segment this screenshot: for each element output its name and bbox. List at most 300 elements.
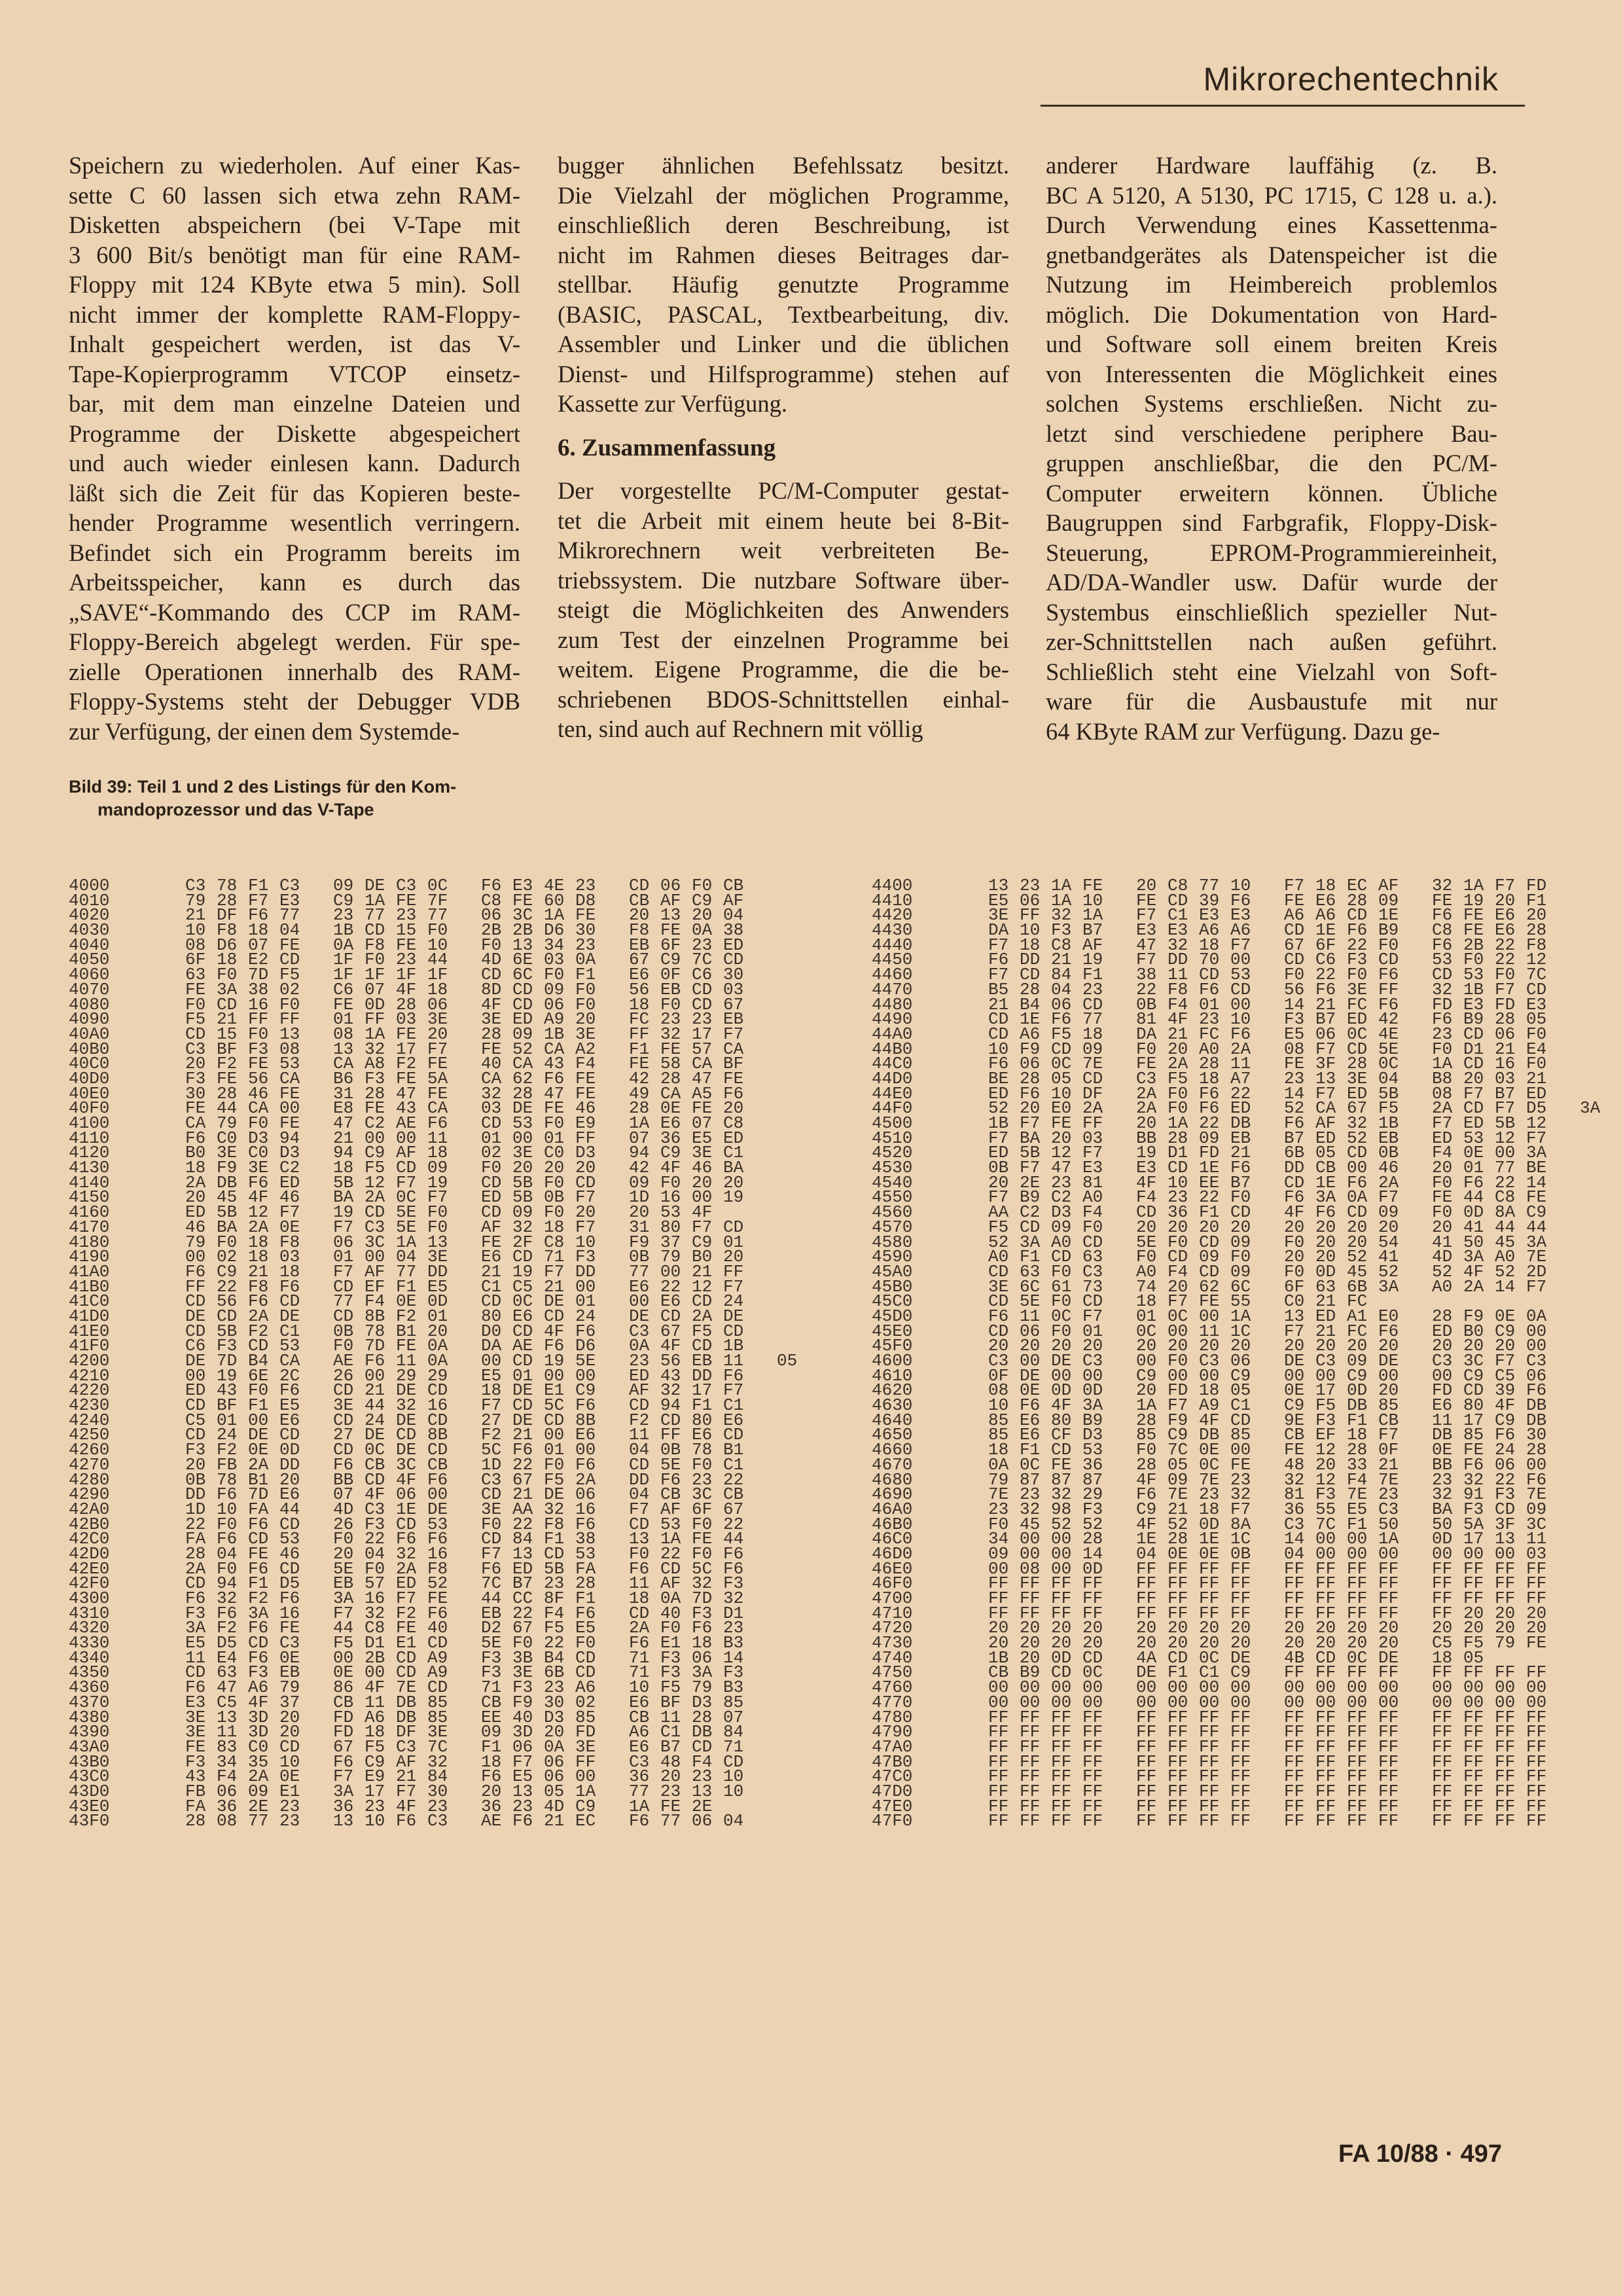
- text-line: anderer Hardware lauffähig (z. B.: [1046, 152, 1497, 179]
- listing-address: 46C0: [872, 1529, 913, 1549]
- listing-bytes: CD 63 F3 EB 0E 00 CD A9 F3 3E 6B CD 71 F3 3A F3: [185, 1662, 744, 1683]
- text-line: Dienst- und Hilfsprogramme) stehen auf: [558, 360, 1009, 387]
- hex-listing-part-1: [69, 878, 808, 1829]
- listing-address: 42F0: [69, 1573, 110, 1594]
- listing-bytes: 18 F1 CD 53 F0 7C 0E 00 FE 12 28 0F 0E FE 24 28: [988, 1440, 1547, 1460]
- listing-address: 41A0: [69, 1261, 110, 1282]
- listing-address: 42C0: [69, 1529, 110, 1549]
- listing-address: 47D0: [872, 1781, 913, 1801]
- listing-bytes: 79 87 87 87 4F 09 7E 23 32 12 F4 7E 23 32 22 F6: [988, 1469, 1547, 1490]
- text-column-1: [69, 151, 520, 746]
- listing-bytes: FE 83 C0 CD 67 F5 C3 7C F1 06 0A 3E E6 B7 CD 71: [185, 1736, 744, 1757]
- listing-address: 4610: [872, 1365, 913, 1386]
- listing-bytes: 21 B4 06 CD 0B F4 01 00 14 21 FC F6 FD E3 FD E3: [988, 994, 1547, 1014]
- listing-address: 47F0: [872, 1811, 913, 1831]
- listing-address: 4310: [69, 1603, 110, 1623]
- text-line: Kassette zur Verfügung.: [558, 390, 788, 417]
- listing-bytes: 46 BA 2A 0E F7 C3 5E F0 AF 32 18 F7 31 80 F7 CD: [185, 1217, 744, 1237]
- text-line: ten, sind auch auf Rechnern mit völlig: [558, 715, 923, 742]
- listing-row: [69, 1811, 808, 1831]
- listing-bytes: DE CD 2A DE CD 8B F2 01 80 E6 CD 24 DE CD 2A DE: [185, 1306, 744, 1326]
- listing-address: 4080: [69, 994, 110, 1014]
- listing-bytes: 00 08 00 0D FF FF FF FF FF FF FF FF FF FF FF FF: [988, 1558, 1547, 1579]
- listing-address: 4440: [872, 935, 913, 955]
- listing-address: 4260: [69, 1440, 110, 1460]
- listing-bytes: 63 F0 7D F5 1F 1F 1F 1F CD 6C F0 F1 E6 0F C6 30: [185, 965, 744, 985]
- listing-address: 4050: [69, 950, 110, 970]
- listing-bytes: CD BF F1 E5 3E 44 32 16 F7 CD 5C F6 CD 94 F1 C1: [185, 1395, 744, 1416]
- listing-bytes: FF FF FF FF FF FF FF FF FF FF FF FF FF FF FF FF: [988, 1767, 1547, 1787]
- listing-bytes: FE 3A 38 02 C6 07 4F 18 8D CD 09 F0 56 EB CD 03: [185, 979, 744, 999]
- text-line: und Software soll einem breiten Kreis: [1046, 331, 1497, 357]
- listing-bytes: 43 F4 2A 0E F7 E9 21 84 F6 E5 06 00 36 20 23 10: [185, 1767, 744, 1787]
- text-line: Arbeitsspeicher, kann es durch das: [69, 569, 520, 596]
- text-line: nicht im Rahmen dieses Beitrages dar-: [558, 241, 1009, 268]
- listing-address: 4270: [69, 1454, 110, 1475]
- listing-bytes: 2A DB F6 ED 5B 12 F7 19 CD 5B F0 CD 09 F0 20 20: [185, 1172, 744, 1193]
- listing-bytes: FE 44 CA 00 E8 FE 43 CA 03 DE FE 46 28 0E FE 20: [185, 1098, 744, 1119]
- listing-address: 4660: [872, 1440, 913, 1460]
- listing-address: 4370: [69, 1692, 110, 1712]
- issue-label: FA 10/88: [1338, 2140, 1438, 2168]
- listing-address: 4410: [872, 890, 913, 910]
- listing-bytes: DA 10 F3 B7 E3 E3 A6 A6 CD 1E F6 B9 C8 FE E6 28: [988, 920, 1547, 941]
- listing-bytes: 6F 18 E2 CD 1F F0 23 44 4D 6E 03 0A 67 C9 7C CD: [185, 950, 744, 970]
- listing-bytes: 20 F2 FE 53 CA A8 F2 FE 40 CA 43 F4 FE 58 CA BF: [185, 1054, 744, 1074]
- listing-address: 4300: [69, 1588, 110, 1608]
- listing-bytes: F7 18 C8 AF 47 32 18 F7 67 6F 22 F0 F6 2B 22 F8: [988, 935, 1547, 955]
- text-line: Programme der Diskette abgespeichert: [69, 420, 520, 447]
- listing-address: 4320: [69, 1618, 110, 1638]
- listing-address: 4510: [872, 1128, 913, 1148]
- listing-address: 43A0: [69, 1736, 110, 1757]
- text-line: Computer erweitern können. Übliche: [1046, 479, 1497, 507]
- text-line: hender Programme wesentlich verringern.: [69, 509, 520, 536]
- listing-address: 40F0: [69, 1098, 110, 1119]
- listing-bytes: 00 00 00 00 00 00 00 00 00 00 00 00 00 00 00 00: [988, 1677, 1547, 1698]
- listing-address: 4380: [69, 1707, 110, 1727]
- page-footer: [1338, 2140, 1502, 2168]
- listing-address: 41D0: [69, 1306, 110, 1326]
- listing-bytes: ED F6 10 DF 2A F0 F6 22 14 F7 ED 5B 08 F7 B7 ED: [988, 1083, 1547, 1103]
- text-line: (BASIC, PASCAL, Textbearbeitung, div.: [558, 300, 1009, 328]
- listing-address: 4620: [872, 1380, 913, 1401]
- listing-address: 4220: [69, 1380, 110, 1401]
- listing-address: 4090: [69, 1009, 110, 1030]
- listing-address: 45C0: [872, 1291, 913, 1312]
- text-line: zur Verfügung, der einen dem Systemde-: [69, 717, 460, 745]
- text-line: Disketten abspeichern (bei V-Tape mit: [69, 211, 520, 238]
- listing-address: 4490: [872, 1009, 913, 1030]
- listing-bytes: 85 E6 80 B9 28 F9 4F CD 9E F3 F1 CB 11 17 C9 DB: [988, 1410, 1547, 1430]
- listing-bytes: 3A F2 F6 FE 44 C8 FE 40 D2 67 F5 E5 2A F0 F6 23: [185, 1618, 744, 1638]
- listing-address: 4000: [69, 876, 110, 895]
- listing-address: 44C0: [872, 1054, 913, 1074]
- listing-address: 41E0: [69, 1321, 110, 1341]
- listing-bytes: 00 00 00 00 00 00 00 00 00 00 00 00 00 00 00 00: [988, 1692, 1547, 1712]
- listing-bytes: B5 28 04 23 22 F8 F6 CD 56 F6 3E FF 32 1B F7 CD: [988, 979, 1547, 999]
- listing-address: 4770: [872, 1692, 913, 1712]
- listing-bytes: C3 00 DE C3 00 F0 C3 06 DE C3 09 DE C3 3C F7 C3: [988, 1351, 1547, 1371]
- text-line: nicht immer der komplette RAM-Floppy-: [69, 300, 520, 328]
- listing-bytes: CB B9 CD 0C DE F1 C1 C9 FF FF FF FF FF FF FF FF: [988, 1662, 1547, 1683]
- listing-bytes: 09 00 00 14 04 0E 0E 0B 04 00 00 00 00 00 00 03: [988, 1543, 1547, 1564]
- listing-address: 4020: [69, 905, 110, 925]
- listing-address: 42A0: [69, 1499, 110, 1519]
- text-line: BC A 5120, A 5130, PC 1715, C 128 u. a.).: [1046, 181, 1497, 209]
- text-line: Inhalt gespeichert werden, ist das V-: [69, 331, 520, 357]
- listing-bytes: 30 28 46 FE 31 28 47 FE 32 28 47 FE 49 CA A5 F6: [185, 1083, 744, 1103]
- listing-address: 4330: [69, 1633, 110, 1653]
- listing-bytes: 18 F9 3E C2 18 F5 CD 09 F0 20 20 20 42 4F 46 BA: [185, 1158, 744, 1178]
- listing-address: 4350: [69, 1662, 110, 1683]
- listing-address: 4180: [69, 1232, 110, 1252]
- listing-address: 4360: [69, 1677, 110, 1698]
- listing-bytes: B0 3E C0 D3 94 C9 AF 18 02 3E C0 D3 94 C9 3E C1: [185, 1143, 744, 1163]
- listing-address: 4500: [872, 1113, 913, 1133]
- listing-bytes: CD 15 F0 13 08 1A FE 20 28 09 1B 3E FF 32 17 F7: [185, 1024, 744, 1044]
- listing-address: 46D0: [872, 1543, 913, 1564]
- text-line: Baugruppen sind Farbgrafik, Floppy-Disk-: [1046, 509, 1497, 536]
- text-line: 64 KByte RAM zur Verfügung. Dazu ge-: [1046, 717, 1440, 745]
- listing-address: 44F0: [872, 1098, 913, 1119]
- listing-bytes: 7E 23 32 29 F6 7E 23 32 81 F3 7E 23 32 91 F3 7E: [988, 1484, 1547, 1505]
- listing-bytes: 0F DE 00 00 C9 00 00 C9 00 00 C9 00 00 C9 C5 06: [988, 1365, 1547, 1386]
- listing-address: 4160: [69, 1202, 110, 1223]
- listing-address: 4060: [69, 965, 110, 985]
- listing-address: 41C0: [69, 1291, 110, 1312]
- listing-address: 4290: [69, 1484, 110, 1505]
- listing-address: 4280: [69, 1469, 110, 1490]
- listing-bytes: 1D 10 FA 44 4D C3 1E DE 3E AA 32 16 F7 AF 6F 67: [185, 1499, 744, 1519]
- listing-bytes: FF FF FF FF FF FF FF FF FF FF FF FF FF FF FF FF: [988, 1707, 1547, 1727]
- listing-address: 45D0: [872, 1306, 913, 1326]
- text-line: stellbar. Häufig genutzte Programme: [558, 271, 1009, 298]
- listing-bytes: 08 D6 07 FE 0A F8 FE 10 F0 13 34 23 EB 6F 23 ED: [185, 935, 744, 955]
- listing-address: 44A0: [872, 1024, 913, 1044]
- text-line: zer-Schnittstellen nach außen geführt.: [1046, 628, 1497, 655]
- text-line: Speichern zu wiederholen. Auf einer Kas-: [69, 152, 520, 179]
- text-line: 3 600 Bit/s benötigt man für eine RAM-: [69, 241, 520, 268]
- listing-bytes: FB 06 09 E1 3A 17 F7 30 20 13 05 1A 77 23 13 10: [185, 1781, 744, 1801]
- listing-bytes: F7 B9 C2 A0 F4 23 22 F0 F6 3A 0A F7 FE 44 C8 FE: [988, 1187, 1547, 1208]
- listing-address: 4530: [872, 1158, 913, 1178]
- listing-bytes: F0 45 52 52 4F 52 0D 8A C3 7C F1 50 50 5A 3F 3C: [988, 1514, 1547, 1534]
- listing-bytes: CD 63 F0 C3 A0 F4 CD 09 F0 0D 45 52 52 4F 52 2D: [988, 1261, 1547, 1282]
- listing-address: 4140: [69, 1172, 110, 1193]
- text-line: bugger ähnlichen Befehlssatz besitzt.: [558, 152, 1009, 179]
- text-line: Die Vielzahl der möglichen Programme,: [558, 181, 1009, 209]
- listing-bytes: F3 F2 0E 0D CD 0C DE CD 5C F6 01 00 04 0B 78 B1: [185, 1440, 744, 1460]
- text-line: Steuerung, EPROM-Programmiereinheit,: [1046, 539, 1497, 566]
- hex-listing-part-2: [872, 878, 1611, 1829]
- listing-bytes: ED 5B 12 F7 19 CD 5E F0 CD 09 F0 20 20 53 4F: [185, 1202, 713, 1223]
- column-2-paragraph-2: [558, 476, 1009, 744]
- caption-line-1: Bild 39: Teil 1 und 2 des Listings für den Kom-: [69, 777, 457, 797]
- text-line: von Interessenten die Möglichkeit eines: [1046, 360, 1497, 387]
- listing-bytes: F6 06 0C 7E FE 2A 28 11 FE 3F 28 0C 1A CD 16 F0: [988, 1054, 1547, 1074]
- listing-address: 4130: [69, 1158, 110, 1178]
- listing-bytes: 23 32 98 F3 C9 21 18 F7 36 55 E5 C3 BA F3 CD 09: [988, 1499, 1547, 1519]
- listing-bytes: F6 C9 21 18 F7 AF 77 DD 21 19 F7 DD 77 00 21 FF: [185, 1261, 744, 1282]
- listing-address: 42E0: [69, 1558, 110, 1579]
- listing-bytes: 20 2E 23 81 4F 10 EE B7 CD 1E F6 2A F0 F6 22 14: [988, 1172, 1547, 1193]
- listing-bytes: C3 78 F1 C3 09 DE C3 0C F6 E3 4E 23 CD 06 F0 CB: [185, 876, 744, 895]
- text-line: schriebenen BDOS-Schnittstellen einhal-: [558, 685, 1009, 713]
- listing-address: 47E0: [872, 1796, 913, 1816]
- text-line: weitem. Eigene Programme, die die be-: [558, 656, 1009, 683]
- text-line: sette C 60 lassen sich etwa zehn RAM-: [69, 181, 520, 209]
- listing-address: 4430: [872, 920, 913, 941]
- listing-bytes: 3E 13 3D 20 FD A6 DB 85 EE 40 D3 85 CB 11 28 07: [185, 1707, 744, 1727]
- listing-address: 45A0: [872, 1261, 913, 1282]
- caption-line-2: mandoprozessor und das V-Tape: [98, 800, 374, 819]
- listing-address: 41F0: [69, 1336, 110, 1356]
- text-column-2: [558, 151, 1009, 744]
- listing-address: 46B0: [872, 1514, 913, 1534]
- listing-bytes: DD F6 7D E6 07 4F 06 00 CD 21 DE 06 04 CB 3C CB: [185, 1484, 744, 1505]
- text-line: tet die Arbeit mit einem heute bei 8-Bit-: [558, 507, 1009, 534]
- listing-address: 4690: [872, 1484, 913, 1505]
- listing-address: 4730: [872, 1633, 913, 1653]
- listing-bytes: 28 04 FE 46 20 04 32 16 F7 13 CD 53 F0 22 F0 F6: [185, 1543, 744, 1564]
- listing-address: 45B0: [872, 1276, 913, 1297]
- listing-address: 4670: [872, 1454, 913, 1475]
- listing-address: 4590: [872, 1247, 913, 1267]
- listing-address: 44E0: [872, 1083, 913, 1103]
- listing-address: 4250: [69, 1425, 110, 1445]
- listing-address: 4720: [872, 1618, 913, 1638]
- header-rule: [1041, 105, 1525, 107]
- listing-bytes: 79 F0 18 F8 06 3C 1A 13 FE 2F C8 10 F9 37 C9 01: [185, 1232, 744, 1252]
- listing-bytes: 13 23 1A FE 20 C8 77 10 F7 18 EC AF 32 1A F7 FD: [988, 876, 1547, 895]
- listing-address: 4740: [872, 1647, 913, 1668]
- text-line: Nutzung im Heimbereich problemlos: [1046, 271, 1497, 298]
- listing-bytes: 28 08 77 23 13 10 F6 C3 AE F6 21 EC F6 77 06 04: [185, 1811, 744, 1831]
- listing-bytes: E5 06 1A 10 FE CD 39 F6 FE E6 28 09 FE 19 20 F1: [988, 890, 1547, 910]
- listing-bytes: E3 C5 4F 37 CB 11 DB 85 CB F9 30 02 E6 BF D3 85: [185, 1692, 744, 1712]
- listing-address: 43C0: [69, 1767, 110, 1787]
- text-line: triebssystem. Die nutzbare Software über-: [558, 566, 1009, 594]
- text-line: möglich. Die Dokumentation von Hard-: [1046, 300, 1497, 328]
- listing-address: 43D0: [69, 1781, 110, 1801]
- listing-bytes: 52 20 E0 2A 2A F0 F6 ED 52 CA 67 F5 2A CD F7 D5 3A: [988, 1098, 1601, 1119]
- listing-bytes: FF FF FF FF FF FF FF FF FF FF FF FF FF FF FF FF: [988, 1722, 1547, 1742]
- listing-address: 44B0: [872, 1039, 913, 1059]
- listing-bytes: FA 36 2E 23 36 23 4F 23 36 23 4D C9 1A FE 2E: [185, 1796, 713, 1816]
- listing-address: 4450: [872, 950, 913, 970]
- listing-bytes: F6 DD 21 19 F7 DD 70 00 CD C6 F3 CD 53 F0 22 12: [988, 950, 1547, 970]
- listing-bytes: CD 1E F6 77 81 4F 23 10 F3 B7 ED 42 F6 B9 28 05: [988, 1009, 1547, 1030]
- listing-bytes: 0A 0C FE 36 28 05 0C FE 48 20 33 21 BB F6 06 00: [988, 1454, 1547, 1475]
- listing-address: 45E0: [872, 1321, 913, 1341]
- listing-bytes: 34 00 00 28 1E 28 1E 1C 14 00 00 1A 0D 17 13 11: [988, 1529, 1547, 1549]
- listing-row: [872, 1811, 1611, 1831]
- footer-separator: ·: [1445, 2140, 1454, 2168]
- listing-address: 45F0: [872, 1336, 913, 1356]
- listing-bytes: 20 20 20 20 20 20 20 20 20 20 20 20 C5 F5 79 FE: [988, 1633, 1547, 1653]
- listing-bytes: FF FF FF FF FF FF FF FF FF FF FF FF FF 20 20 20: [988, 1603, 1547, 1623]
- listing-bytes: 00 19 6E 2C 26 00 29 29 E5 01 00 00 ED 43 DD F6: [185, 1365, 744, 1386]
- listing-bytes: CD 56 F6 CD 77 F4 0E 0D CD 0C DE 01 00 E6 CD 24: [185, 1291, 744, 1312]
- text-line: letzt sind verschiedene periphere Bau-: [1046, 420, 1497, 447]
- listing-address: 4170: [69, 1217, 110, 1237]
- listing-bytes: 3E 11 3D 20 FD 18 DF 3E 09 3D 20 FD A6 C1 DB 84: [185, 1722, 744, 1742]
- listing-bytes: FF 22 F8 F6 CD EF F1 E5 C1 C5 21 00 E6 22 12 F7: [185, 1276, 744, 1297]
- text-line: Floppy-Bereich abgelegt werden. Für spe-: [69, 628, 520, 655]
- listing-bytes: F3 F6 3A 16 F7 32 F2 F6 EB 22 F4 F6 CD 40 F3 D1: [185, 1603, 744, 1623]
- listing-address: 4630: [872, 1395, 913, 1416]
- listing-address: 4070: [69, 979, 110, 999]
- listing-bytes: CD 5E F0 CD 18 F7 FE 55 C0 21 FC: [988, 1291, 1368, 1312]
- listing-address: 4230: [69, 1395, 110, 1416]
- listing-bytes: C6 F3 CD 53 F0 7D FE 0A DA AE F6 D6 0A 4F CD 1B: [185, 1336, 744, 1356]
- listing-address: 4420: [872, 905, 913, 925]
- listing-address: 47A0: [872, 1736, 913, 1757]
- listing-bytes: 20 20 20 20 20 20 20 20 20 20 20 20 20 20 20 20: [988, 1618, 1547, 1638]
- listing-address: 4240: [69, 1410, 110, 1430]
- listing-bytes: F6 32 F2 F6 3A 16 F7 FE 44 CC 8F F1 18 0A 7D 32: [185, 1588, 744, 1608]
- listing-address: 4580: [872, 1232, 913, 1252]
- listing-bytes: 21 DF F6 77 23 77 23 77 06 3C 1A FE 20 13 20 04: [185, 905, 744, 925]
- listing-bytes: CD 94 F1 D5 EB 57 ED 52 7C B7 23 28 11 AF 32 F3: [185, 1573, 744, 1594]
- listing-bytes: F7 BA 20 03 BB 28 09 EB B7 ED 52 EB ED 53 12 F7: [988, 1128, 1547, 1148]
- listing-bytes: 20 FB 2A DD F6 CB 3C CB 1D 22 F0 F6 CD 5E F0 C1: [185, 1454, 744, 1475]
- listing-bytes: F6 11 0C F7 01 0C 00 1A 13 ED A1 E0 28 F9 0E 0A: [988, 1306, 1547, 1326]
- listing-address: 40E0: [69, 1083, 110, 1103]
- listing-bytes: 00 02 18 03 01 00 04 3E E6 CD 71 F3 0B 79 B0 20: [185, 1247, 744, 1267]
- text-line: Mikrorechnern weit verbreiteten Be-: [558, 537, 1009, 564]
- text-line: zum Test der einzelnen Programme bei: [558, 626, 1009, 653]
- figure-caption: [69, 776, 540, 821]
- listing-address: 4640: [872, 1410, 913, 1430]
- listing-address: 4120: [69, 1143, 110, 1163]
- listing-bytes: FF FF FF FF FF FF FF FF FF FF FF FF FF FF FF FF: [988, 1751, 1547, 1772]
- listing-address: 4750: [872, 1662, 913, 1683]
- listing-address: 4790: [872, 1722, 913, 1742]
- text-line: zielle Operationen innerhalb des RAM-: [69, 658, 520, 685]
- text-line: Assembler und Linker und die üblichen: [558, 331, 1009, 357]
- listing-bytes: 10 F9 CD 09 F0 20 A0 2A 08 F7 CD 5E F0 D1 21 E4: [988, 1039, 1547, 1059]
- listing-bytes: 22 F0 F6 CD 26 F3 CD 53 F0 22 F8 F6 CD 53 F0 22: [185, 1514, 744, 1534]
- text-line: und auch wieder einlesen kann. Dadurch: [69, 450, 520, 476]
- listing-address: 40C0: [69, 1054, 110, 1074]
- listing-address: 4190: [69, 1247, 110, 1267]
- text-line: Durch Verwendung eines Kassettenma-: [1046, 211, 1497, 238]
- listing-bytes: CD A6 F5 18 DA 21 FC F6 E5 06 0C 4E 23 CD 06 F0: [988, 1024, 1547, 1044]
- text-line: solchen Systems erschließen. Nicht zu-: [1046, 390, 1497, 417]
- listing-address: 40D0: [69, 1068, 110, 1088]
- listing-bytes: 79 28 F7 E3 C9 1A FE 7F C8 FE 60 D8 CB AF C9 AF: [185, 890, 744, 910]
- listing-address: 4550: [872, 1187, 913, 1208]
- listing-address: 4600: [872, 1351, 913, 1371]
- text-line: gnetbandgerätes als Datenspeicher ist die: [1046, 241, 1497, 268]
- listing-address: 4650: [872, 1425, 913, 1445]
- listing-address: 4400: [872, 876, 913, 895]
- listing-bytes: 08 0E 0D 0D 20 FD 18 05 0E 17 0D 20 FD CD 39 F6: [988, 1380, 1547, 1401]
- listing-address: 46E0: [872, 1558, 913, 1579]
- listing-address: 4710: [872, 1603, 913, 1623]
- listing-address: 4460: [872, 965, 913, 985]
- listing-bytes: FF FF FF FF FF FF FF FF FF FF FF FF FF FF FF FF: [988, 1781, 1547, 1801]
- listing-address: 4520: [872, 1143, 913, 1163]
- text-line: steigt die Möglichkeiten des Anwenders: [558, 596, 1009, 623]
- text-line: bar, mit dem man einzelne Dateien und: [69, 390, 520, 417]
- listing-address: 43F0: [69, 1811, 110, 1831]
- listing-address: 41B0: [69, 1276, 110, 1297]
- listing-bytes: 3E FF 32 1A F7 C1 E3 E3 A6 A6 CD 1E F6 FE E6 20: [988, 905, 1547, 925]
- listing-address: 4030: [69, 920, 110, 941]
- listing-address: 4470: [872, 979, 913, 999]
- listing-address: 44D0: [872, 1068, 913, 1088]
- listing-address: 4680: [872, 1469, 913, 1490]
- listing-bytes: 1B F7 FE FF 20 1A 22 DB F6 AF 32 1B F7 ED 5B 12: [988, 1113, 1547, 1133]
- text-line: Der vorgestellte PC/M-Computer gestat-: [558, 477, 1009, 504]
- text-line: Tape-Kopierprogramm VTCOP einsetz-: [69, 360, 520, 387]
- listing-address: 40B0: [69, 1039, 110, 1059]
- listing-bytes: 85 E6 CF D3 85 C9 DB 85 CB EF 18 F7 DB 85 F6 30: [988, 1425, 1547, 1445]
- listing-bytes: BE 28 05 CD C3 F5 18 A7 23 13 3E 04 B8 20 03 21: [988, 1068, 1547, 1088]
- listing-address: 46A0: [872, 1499, 913, 1519]
- text-line: Systembus einschließlich spezieller Nut-: [1046, 598, 1497, 626]
- listing-bytes: F5 21 FF FF 01 FF 03 3E 3E ED A9 20 FC 23 23 EB: [185, 1009, 744, 1030]
- text-line: ware für die Ausbaustufe mit nur: [1046, 688, 1497, 715]
- listing-bytes: 2A F0 F6 CD 5E F0 2A F8 F6 ED 5B FA F6 CD 5C F6: [185, 1558, 744, 1579]
- listing-address: 4540: [872, 1172, 913, 1193]
- listing-bytes: 20 45 4F 46 BA 2A 0C F7 ED 5B 0B F7 1D 16 00 19: [185, 1187, 744, 1208]
- listing-bytes: 0B 78 B1 20 BB CD 4F F6 C3 67 F5 2A DD F6 23 22: [185, 1469, 744, 1490]
- listing-address: 4210: [69, 1365, 110, 1386]
- text-line: AD/DA-Wandler usw. Dafür wurde der: [1046, 569, 1497, 596]
- listing-bytes: F0 CD 16 F0 FE 0D 28 06 4F CD 06 F0 18 F0 CD 67: [185, 994, 744, 1014]
- listing-address: 4040: [69, 935, 110, 955]
- text-column-3: [1046, 151, 1497, 746]
- listing-bytes: CA 79 F0 FE 47 C2 AE F6 CD 53 F0 E9 1A E6 07 C8: [185, 1113, 744, 1133]
- listing-bytes: F3 FE 56 CA B6 F3 FE 5A CA 62 F6 FE 42 28 47 FE: [185, 1068, 744, 1088]
- listing-address: 46F0: [872, 1573, 913, 1594]
- listing-address: 4480: [872, 994, 913, 1014]
- listing-bytes: CD 06 F0 01 0C 00 11 1C F7 21 FC F6 ED B0 C9 00: [988, 1321, 1547, 1341]
- text-line: „SAVE“-Kommando des CCP im RAM-: [69, 598, 520, 626]
- listing-bytes: C3 BF F3 08 13 32 17 F7 FE 52 CA A2 F1 FE 57 CA: [185, 1039, 744, 1059]
- listing-bytes: CD 24 DE CD 27 DE CD 8B F2 21 00 E6 11 FF E6 CD: [185, 1425, 744, 1445]
- listing-bytes: 0B F7 47 E3 E3 CD 1E F6 DD CB 00 46 20 01 77 BE: [988, 1158, 1547, 1178]
- text-line: Floppy mit 124 KByte etwa 5 min). Soll: [69, 271, 520, 298]
- section-heading: 6. Zusammenfassung: [558, 434, 776, 461]
- listing-bytes: 20 20 20 20 20 20 20 20 20 20 20 20 20 20 20 00: [988, 1336, 1547, 1356]
- listing-bytes: 10 F6 4F 3A 1A F7 A9 C1 C9 F5 DB 85 E6 80 4F DB: [988, 1395, 1547, 1416]
- listing-bytes: FF FF FF FF FF FF FF FF FF FF FF FF FF FF FF FF: [988, 1796, 1547, 1816]
- listing-bytes: DE 7D B4 CA AE F6 11 0A 00 CD 19 5E 23 56 EB 11 05: [185, 1351, 798, 1371]
- text-line: Befindet sich ein Programm bereits im: [69, 539, 520, 566]
- text-line: Schließlich steht eine Vielzahl von Soft-: [1046, 658, 1497, 685]
- text-line: läßt sich die Zeit für das Kopieren beste-: [69, 479, 520, 507]
- listing-bytes: 11 E4 F6 0E 00 2B CD A9 F3 3B B4 CD 71 F3 06 14: [185, 1647, 744, 1668]
- listing-bytes: F6 47 A6 79 86 4F 7E CD 71 F3 23 A6 10 F5 79 B3: [185, 1677, 744, 1698]
- listing-bytes: 10 F8 18 04 1B CD 15 F0 2B 2B D6 30 F8 FE 0A 38: [185, 920, 744, 941]
- listing-address: 4700: [872, 1588, 913, 1608]
- listing-address: 4780: [872, 1707, 913, 1727]
- listing-bytes: FA F6 CD 53 F0 22 F6 F6 CD 84 F1 38 13 1A FE 44: [185, 1529, 744, 1549]
- listing-bytes: CD 5B F2 C1 0B 78 B1 20 D0 CD 4F F6 C3 67 F5 CD: [185, 1321, 744, 1341]
- listing-address: 4200: [69, 1351, 110, 1371]
- text-line: gruppen anschließbar, die den PC/M-: [1046, 450, 1497, 476]
- listing-address: 4110: [69, 1128, 110, 1148]
- listing-bytes: FF FF FF FF FF FF FF FF FF FF FF FF FF FF FF FF: [988, 1811, 1547, 1831]
- listing-address: 42D0: [69, 1543, 110, 1564]
- text-line: einschließlich deren Beschreibung, ist: [558, 211, 1009, 238]
- listing-bytes: A0 F1 CD 63 F0 CD 09 F0 20 20 52 41 4D 3A A0 7E: [988, 1247, 1547, 1267]
